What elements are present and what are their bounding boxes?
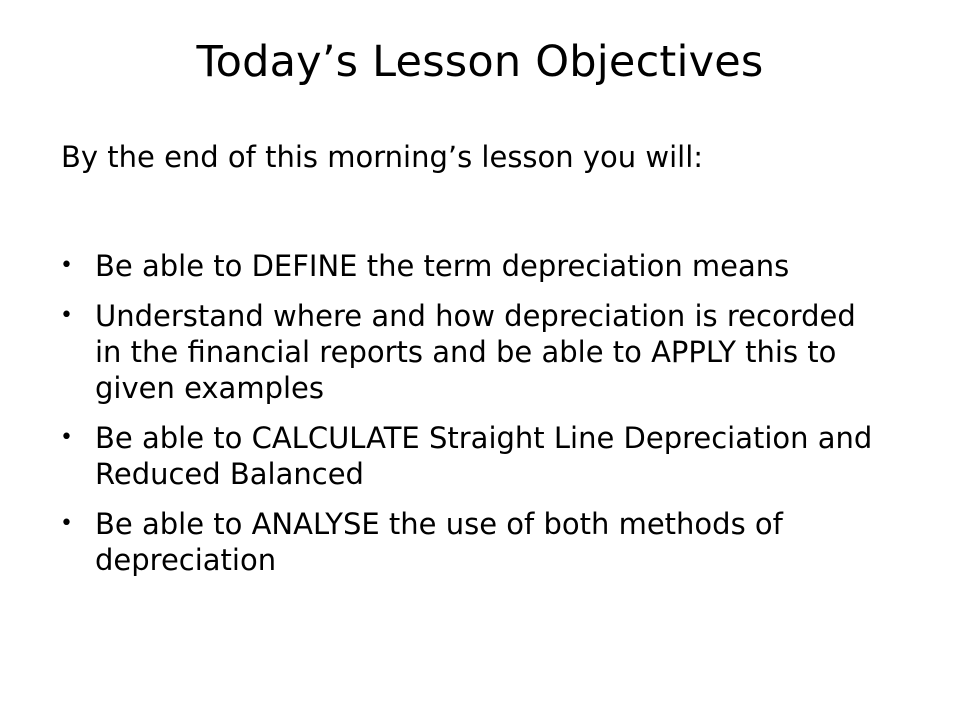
objective-text: Be able to DEFINE the term depreciation means (95, 249, 790, 283)
objective-text: Be able to CALCULATE Straight Line Depreciation and Reduced Balanced (95, 421, 873, 491)
slide-title: Today’s Lesson Objectives (196, 37, 764, 87)
bullet-icon: • (60, 511, 73, 536)
intro-text: By the end of this morning’s lesson you will: (61, 140, 704, 174)
objective-item-define (60, 248, 880, 284)
objective-text: Be able to ANALYSE the use of both methods of depreciation (95, 507, 783, 577)
objective-text: Understand where and how depreciation is recorded in the financial reports and be able to APPLY this to given examples (95, 299, 856, 405)
objectives-list (60, 248, 880, 592)
bullet-icon: • (60, 425, 73, 450)
objective-item-apply (60, 298, 880, 406)
bullet-icon: • (60, 303, 73, 328)
bullet-icon: • (60, 253, 73, 278)
objective-item-calculate (60, 420, 880, 492)
objective-item-analyse (60, 506, 880, 578)
